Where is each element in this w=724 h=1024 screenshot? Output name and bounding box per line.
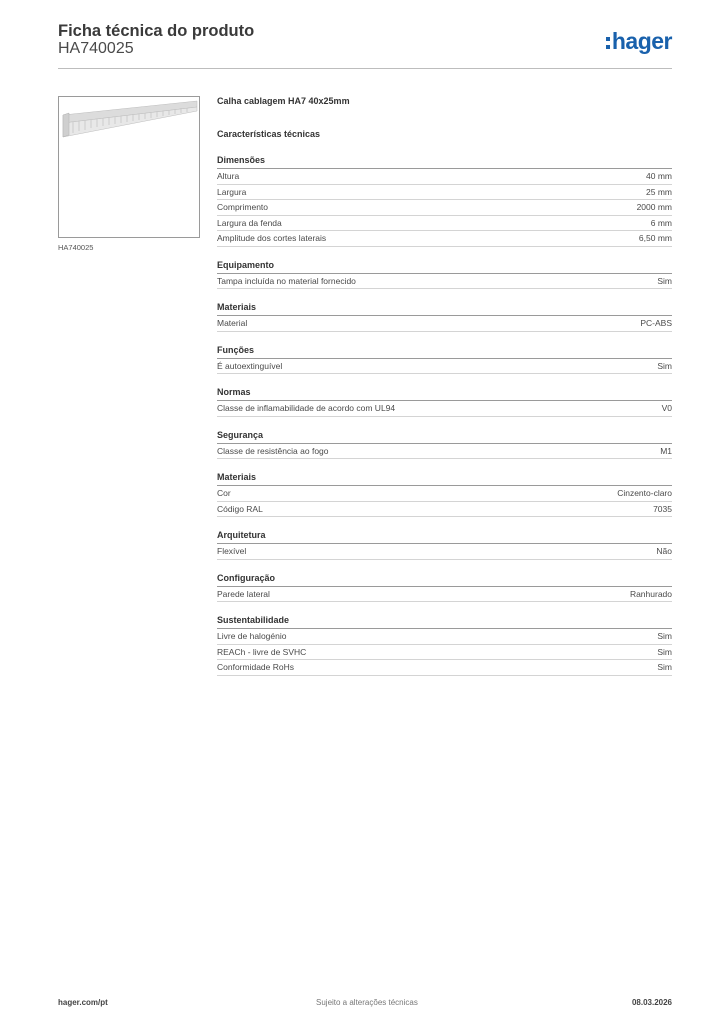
section-title: Materiais (217, 472, 672, 486)
spec-row (217, 200, 672, 216)
spec-label: Parede lateral (217, 588, 270, 599)
spec-row (217, 169, 672, 185)
spec-section (217, 472, 672, 517)
spec-value: 7035 (653, 503, 672, 514)
spec-label: Comprimento (217, 202, 269, 212)
section-title: Normas (217, 387, 672, 401)
footer-disclaimer: Sujeito a alterações técnicas (316, 998, 418, 1007)
section-title: Configuração (217, 573, 672, 587)
spec-row (217, 502, 672, 518)
footer-website: hager.com/pt (58, 998, 108, 1007)
spec-row (217, 274, 672, 290)
spec-value: 40 mm (646, 171, 672, 181)
logo-text: hager (611, 27, 672, 54)
spec-section (217, 302, 672, 332)
spec-row (217, 629, 672, 645)
spec-content (217, 96, 672, 676)
spec-row (217, 316, 672, 332)
spec-row (217, 231, 672, 247)
header-divider (58, 68, 672, 69)
spec-section (217, 430, 672, 460)
spec-row (217, 359, 672, 375)
spec-row (217, 185, 672, 201)
spec-label: Classe de inflamabilidade de acordo com UL94 (217, 403, 396, 413)
spec-section (217, 573, 672, 603)
spec-label: REACh - livre de SVHC (217, 646, 307, 657)
hager-logo (606, 28, 672, 54)
spec-section (217, 615, 672, 676)
spec-section (217, 530, 672, 560)
section-title: Segurança (217, 430, 672, 444)
spec-row (217, 486, 672, 502)
spec-value: Sim (657, 646, 672, 657)
spec-value: PC-ABS (640, 318, 672, 328)
spec-row (217, 444, 672, 460)
spec-row (217, 645, 672, 661)
product-image (58, 96, 200, 238)
spec-label: Código RAL (217, 503, 263, 514)
spec-value: 6,50 mm (638, 233, 672, 243)
spec-row (217, 216, 672, 232)
spec-label: Classe de resistência ao fogo (217, 445, 329, 456)
page-header (58, 20, 672, 70)
cable-duct-icon (59, 97, 199, 237)
spec-sections (217, 155, 672, 676)
spec-value: Cinzento-claro (617, 488, 672, 498)
spec-section (217, 260, 672, 290)
spec-row (217, 587, 672, 603)
spec-label: Largura (217, 186, 247, 197)
document-title: Ficha técnica do produto (58, 22, 255, 40)
section-title: Equipamento (217, 260, 672, 274)
spec-section (217, 387, 672, 417)
section-title: Dimensões (217, 155, 672, 169)
spec-label: É autoextinguível (217, 360, 283, 371)
product-name: Calha cablagem HA7 40x25mm (217, 96, 350, 106)
spec-row (217, 544, 672, 560)
spec-label: Cor (217, 488, 231, 498)
spec-label: Amplitude dos cortes laterais (217, 233, 327, 243)
section-title: Funções (217, 345, 672, 359)
spec-value: Sim (657, 631, 672, 641)
characteristics-heading: Características técnicas (217, 129, 321, 139)
spec-value: Ranhurado (629, 588, 672, 599)
spec-value: Sim (657, 275, 672, 286)
logo-dots-icon (606, 37, 610, 49)
section-title: Materiais (217, 302, 672, 316)
section-title: Sustentabilidade (217, 615, 672, 629)
spec-row (217, 660, 672, 676)
spec-value: V0 (661, 403, 672, 413)
image-caption: HA740025 (58, 243, 94, 252)
spec-label: Flexível (217, 546, 247, 556)
spec-label: Conformidade RoHs (217, 662, 295, 672)
spec-label: Largura da fenda (217, 217, 282, 228)
section-title: Arquitetura (217, 530, 672, 544)
spec-value: Não (656, 546, 672, 556)
spec-value: Sim (657, 662, 672, 672)
spec-value: 2000 mm (636, 202, 672, 212)
spec-label: Livre de halogénio (217, 631, 287, 641)
spec-row (217, 401, 672, 417)
spec-value: M1 (660, 445, 672, 456)
spec-label: Altura (217, 171, 240, 181)
product-code: HA740025 (58, 40, 134, 57)
spec-value: 6 mm (650, 217, 672, 228)
spec-value: 25 mm (646, 186, 672, 197)
spec-section (217, 345, 672, 375)
spec-section (217, 155, 672, 247)
spec-label: Tampa incluída no material fornecido (217, 275, 356, 286)
footer-date: 08.03.2026 (631, 998, 672, 1007)
spec-label: Material (217, 318, 248, 328)
spec-value: Sim (657, 360, 672, 371)
